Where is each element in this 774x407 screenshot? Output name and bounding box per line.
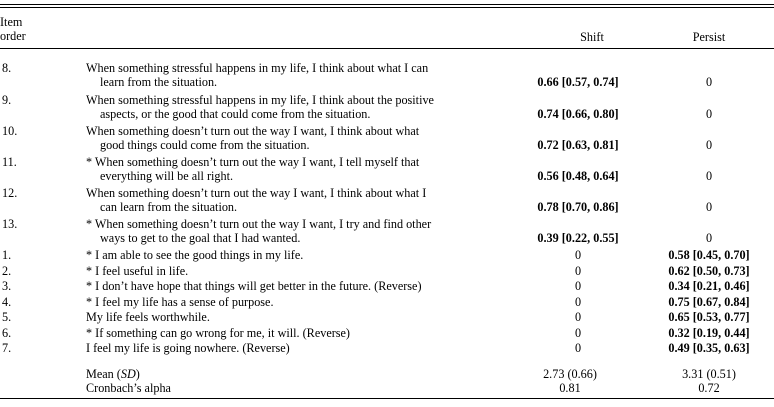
item-text: * If something can go wrong for me, it will. (Reverse) [86,325,350,340]
persist-value: 0.75 [0.67, 0.84] [668,294,750,309]
item-text: When something stressful happens in my life, I think about the positive [86,93,434,107]
item-text: When something doesn’t turn out the way I want, I think about what [86,124,420,138]
persist-value: 0.58 [0.45, 0.70] [668,248,750,262]
persist-value: 0 [705,200,713,214]
item-text: When something stressful happens in my life, I think about what I can [86,61,429,75]
item-order: 7. [2,341,12,355]
shift-value: 0 [574,325,582,340]
item-text: * I don’t have hope that things will get better in the future. (Reverse) [86,279,422,293]
item-text: ways to get to the goal that I had wanted. [100,231,301,245]
item-order: 11. [2,155,17,169]
alpha-label: Cronbach’s alpha [86,381,171,395]
item-text: * When something doesn’t turn out the way I want, I try and find other [86,217,432,231]
item-text: When something doesn’t turn out the way I want, I think about what I [86,186,427,200]
persist-value: 0 [705,169,713,183]
top-rule-2 [0,7,774,8]
persist-value: 0 [705,75,713,89]
persist-value: 0 [705,231,713,245]
item-order: 3. [2,279,12,293]
alpha-shift: 0.81 [559,381,581,395]
header-persist: Persist [692,30,726,44]
item-text: * I am able to see the good things in my life. [86,248,304,262]
persist-value: 0.32 [0.19, 0.44] [668,325,750,340]
header-order: order [0,29,26,43]
item-order: 12. [2,186,18,200]
persist-value: 0.49 [0.35, 0.63] [668,341,750,355]
shift-value: 0.56 [0.48, 0.64] [537,169,619,183]
shift-value: 0.78 [0.70, 0.86] [537,200,619,214]
item-order: 1. [2,248,12,262]
mean-shift: 2.73 (0.66) [543,367,597,381]
shift-value: 0.39 [0.22, 0.55] [537,231,619,245]
header-shift: Shift [580,30,604,44]
item-text: good things could come from the situation. [100,138,310,152]
top-rule-1 [0,4,774,5]
header-rule [0,48,774,49]
item-text: I feel my life is going nowhere. (Reverse) [86,341,290,355]
shift-value: 0.74 [0.66, 0.80] [537,107,619,121]
persist-value: 0.65 [0.53, 0.77] [668,310,750,324]
item-text: learn from the situation. [100,75,218,89]
shift-value: 0 [574,263,582,278]
shift-value: 0 [574,294,582,309]
shift-value: 0 [574,279,582,293]
item-text: * I feel my life has a sense of purpose. [86,294,274,309]
shift-value: 0 [574,310,582,324]
item-order: 13. [2,217,18,231]
item-order: 9. [2,93,12,107]
mean-persist: 3.31 (0.51) [682,367,736,381]
shift-value: 0.72 [0.63, 0.81] [537,138,619,152]
item-text: can learn from the situation. [100,200,238,214]
shift-value: 0 [574,341,582,355]
item-order: 5. [2,310,12,324]
persist-value: 0.34 [0.21, 0.46] [668,279,750,293]
item-order: 4. [2,294,12,309]
shift-value: 0.66 [0.57, 0.74] [537,75,619,89]
item-order: 10. [2,124,18,138]
persist-value: 0 [705,107,713,121]
alpha-persist: 0.72 [698,381,720,395]
bottom-rule [0,398,774,399]
header-item: Item [0,15,23,29]
item-text: everything will be all right. [100,169,234,183]
persist-value: 0.62 [0.50, 0.73] [668,263,750,278]
item-text: * I feel useful in life. [86,263,189,278]
item-order: 2. [2,263,12,278]
item-text: aspects, or the good that could come from the situation. [100,107,371,121]
persist-value: 0 [705,138,713,152]
mean-label: Mean (SD) [86,367,140,381]
item-text: My life feels worthwhile. [86,310,210,324]
item-order: 6. [2,325,12,340]
item-order: 8. [2,61,12,75]
shift-value: 0 [574,248,582,262]
item-text: * When something doesn’t turn out the way I want, I tell myself that [86,155,420,169]
